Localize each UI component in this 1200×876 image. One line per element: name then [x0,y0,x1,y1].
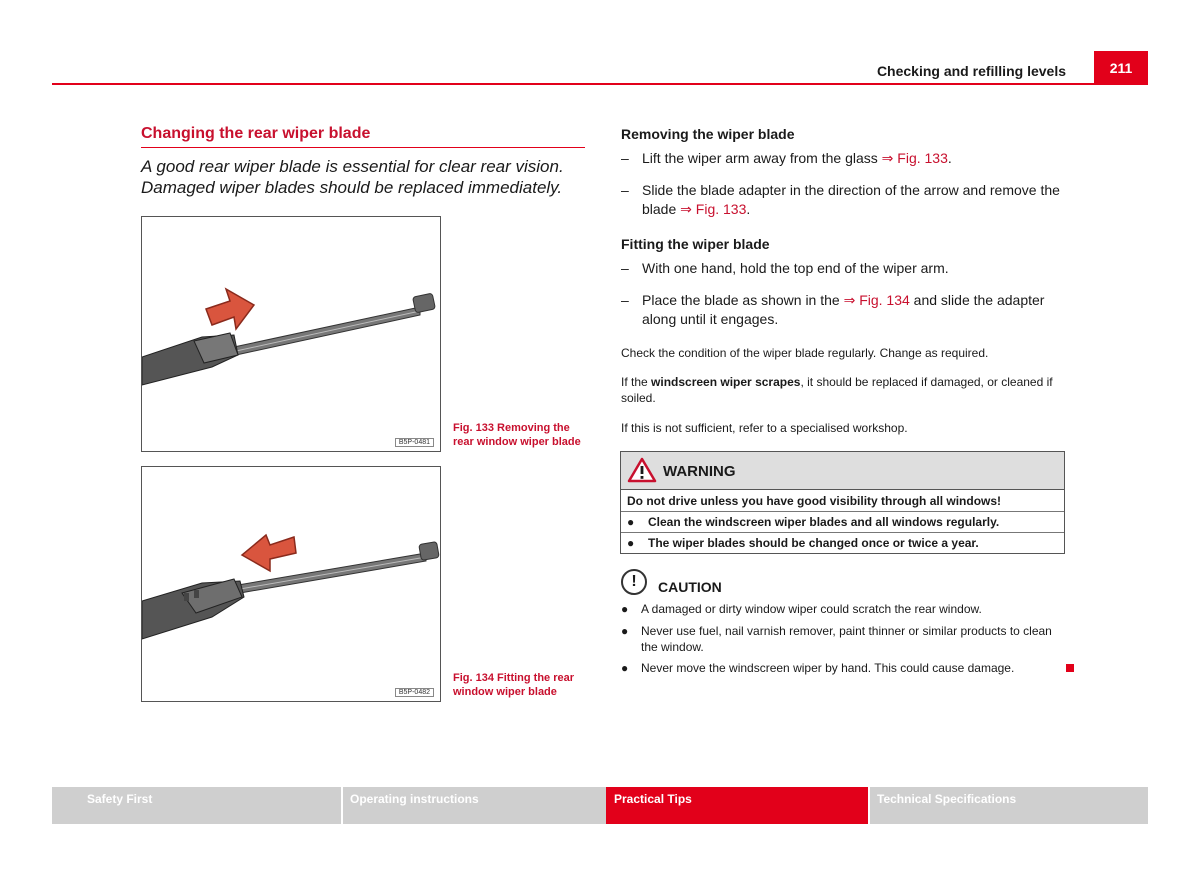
caution-bullet-text: Never move the windscreen wiper by hand. This could cause damage. [641,661,1015,675]
warning-bullet [627,515,999,529]
header-rule [52,83,1148,85]
note-emphasis: windscreen wiper scrapes [651,375,801,389]
figure-134-fitting-wiper [141,466,441,702]
step-item [621,259,1066,278]
step-text: Place the blade as shown in the [642,292,844,308]
intro-text: A good rear wiper blade is essential for clear rear vision. Damaged wiper blades should be replaced immediately. [141,157,564,197]
caution-bullet [621,623,1066,655]
warning-divider [621,511,1064,512]
caution-title: CAUTION [658,579,722,595]
figure-reference-link[interactable]: ⇒ Fig. 133 [680,201,747,217]
figure-133-removing-wiper [141,216,441,452]
caution-bullet-text: A damaged or dirty window wiper could scratch the rear window. [641,602,982,616]
tab-safety-first[interactable]: Safety First [52,787,341,824]
tab-technical-specifications[interactable]: Technical Specifications [870,787,1148,824]
dash-marker: – [621,292,629,308]
section-end-marker [1066,664,1074,672]
dash-marker: – [621,260,629,276]
figure-code: B5P-0482 [395,688,434,697]
step-text-tail: . [746,201,751,217]
subheading-removing: Removing the wiper blade [621,126,795,142]
warning-bullet [627,536,979,550]
tab-operating-instructions[interactable]: Operating instructions [343,787,632,824]
note-paragraph: Check the condition of the wiper blade regularly. Change as required. [621,346,989,360]
step-text: With one hand, hold the top end of the wiper arm. [642,260,949,276]
warning-title: WARNING [663,463,736,480]
warning-box [620,451,1065,554]
page-number: 211 [1094,51,1148,85]
step-item [621,291,1066,329]
heading-rule [141,147,585,148]
step-text-tail: and slide the adapter along until it engages. [642,292,1045,327]
figure-code: B5P-0481 [395,438,434,447]
figure-caption: Fig. 134 Fitting the rear window wiper blade [453,672,575,698]
step-item [621,149,1066,168]
subheading-fitting: Fitting the wiper blade [621,236,770,252]
figure-reference-link[interactable]: ⇒ Fig. 133 [881,150,948,166]
caution-bullet [621,601,1066,617]
caution-bullet-text: Never use fuel, nail varnish remover, paint thinner or similar products to clean the window. [641,624,1052,654]
figure-reference-link[interactable]: ⇒ Fig. 134 [843,292,910,308]
note-text: If the [621,375,652,389]
wiper-removal-illustration [142,217,441,452]
bullet-marker: ● [627,515,635,529]
warning-lead: Do not drive unless you have good visibility through all windows! [627,494,1002,508]
note-paragraph: If this is not sufficient, refer to a specialised workshop. [621,421,908,435]
step-item [621,181,1066,219]
warning-header [621,452,1064,490]
bullet-marker: ● [621,624,629,638]
running-section-title: Checking and refilling levels [876,63,1066,79]
step-text: Slide the blade adapter in the direction of the arrow and remove the blade [642,182,1060,217]
caution-bullet [621,660,1066,676]
section-heading: Changing the rear wiper blade [141,125,371,142]
bullet-marker: ● [621,602,629,616]
dash-marker: – [621,150,629,166]
dash-marker: – [621,182,629,198]
caution-exclamation-icon: ! [621,569,647,595]
bullet-marker: ● [621,661,629,675]
step-text: Lift the wiper arm away from the glass [642,150,882,166]
warning-triangle-icon [627,457,657,483]
warning-bullet-text: The wiper blades should be changed once or twice a year. [648,536,979,550]
tab-practical-tips[interactable]: Practical Tips [606,787,868,824]
note-paragraph [621,374,1066,406]
step-text-tail: . [947,150,952,166]
figure-caption: Fig. 133 Removing the rear window wiper blade [453,422,581,448]
warning-bullet-text: Clean the windscreen wiper blades and all windows regularly. [648,515,1000,529]
note-text: , it should be replaced if damaged, or cleaned if soiled. [621,375,1053,405]
warning-divider [621,532,1064,533]
wiper-fitting-illustration [142,467,441,702]
bullet-marker: ● [627,536,635,550]
